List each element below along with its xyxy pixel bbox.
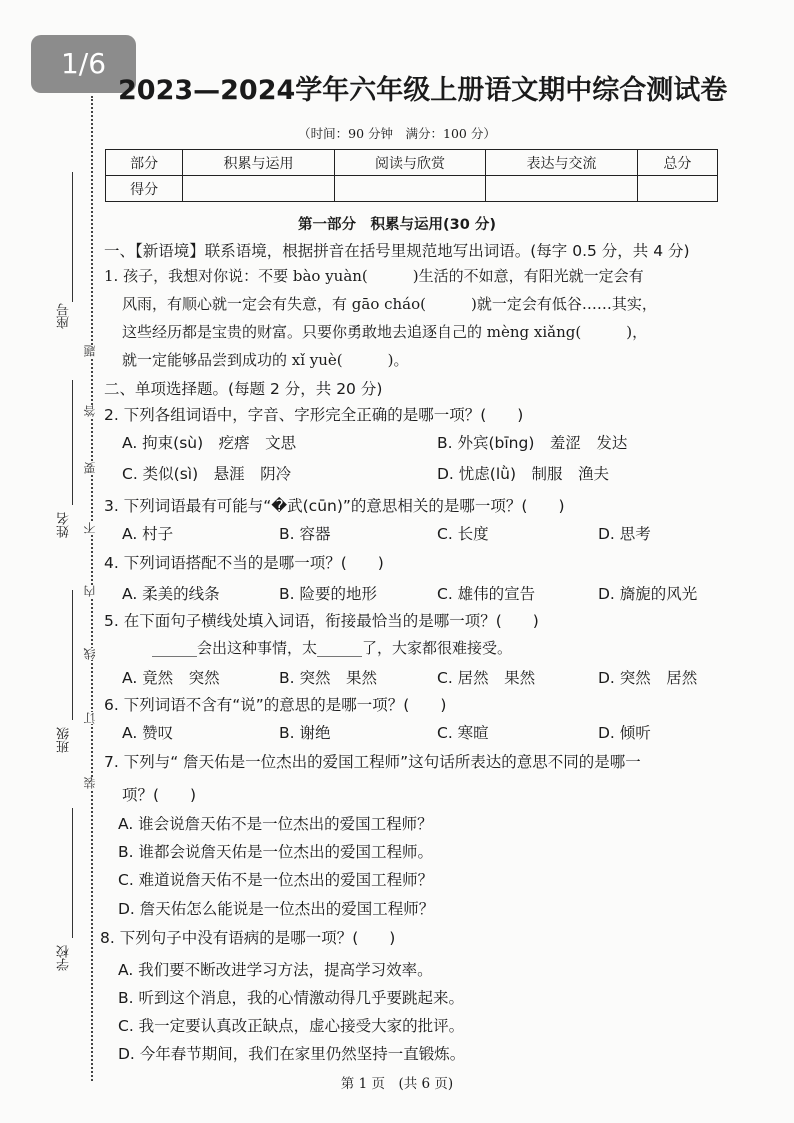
option[interactable]: C. 寒暄 — [437, 724, 489, 742]
question-line: 就一定能够品尝到成功的 xǐ yuè( )。 — [122, 351, 409, 369]
score-cell[interactable] — [334, 176, 485, 202]
option[interactable]: C. 雄伟的宣告 — [437, 585, 536, 603]
question-line: 这些经历都是宝贵的财富。只要你勇敢地去追逐自己的 mèng xiǎng( )， — [122, 323, 648, 341]
page-footer: 第 1 页 (共 6 页) — [340, 1076, 454, 1092]
score-header-cell: 总分 — [637, 150, 717, 176]
option[interactable]: A. 竟然 突然 — [122, 669, 220, 687]
binding-warning-char: 要 — [81, 462, 101, 474]
score-header-cell: 积累与运用 — [183, 150, 334, 176]
section-title: 第一部分 积累与运用(30 分) — [298, 217, 496, 233]
option[interactable]: A. 谁会说詹天佑不是一位杰出的爱国工程师？ — [118, 815, 433, 833]
option[interactable]: B. 险要的地形 — [279, 585, 377, 603]
option[interactable]: C. 类似(sì) 悬涯 阴冷 — [122, 465, 292, 483]
question-line: 2. 下列各组词语中，字音、字形完全正确的是哪一项？( ) — [104, 406, 524, 424]
question-line: 8. 下列句子中没有语病的是哪一项？( ) — [100, 929, 396, 947]
option[interactable]: D. 旖旎的风光 — [598, 585, 698, 603]
option[interactable]: A. 拘束(sù) 疙瘩 文思 — [122, 434, 297, 452]
question-sentence: ______会出这种事情，太______了，大家都很难接受。 — [152, 639, 513, 657]
score-header-cell: 表达与交流 — [486, 150, 637, 176]
option[interactable]: B. 谢绝 — [279, 724, 331, 742]
option[interactable]: A. 柔美的线条 — [122, 585, 220, 603]
question-line: 1. 孩子，我想对你说：不要 bào yuàn( )生活的不如意，有阳光就一定会有 — [104, 267, 644, 285]
score-table-header-row — [106, 150, 718, 176]
margin-label-school: 学校 — [57, 945, 72, 971]
option[interactable]: C. 居然 果然 — [437, 669, 536, 687]
option[interactable]: D. 突然 居然 — [598, 669, 698, 687]
binding-warning-char: 线 — [81, 648, 101, 660]
option[interactable]: D. 今年春节期间，我们在家里仍然坚持一直锻炼。 — [118, 1045, 466, 1063]
score-table-score-row — [106, 176, 718, 202]
score-cell[interactable] — [486, 176, 637, 202]
option[interactable]: A. 我们要不断改进学习方法，提高学习效率。 — [118, 961, 433, 979]
question-line: 5. 在下面句子横线处填入词语，衔接最恰当的是哪一项？( ) — [104, 612, 539, 630]
question-line: 3. 下列词语最有可能与“�武(cūn)”的意思相关的是哪一项？( ) — [104, 497, 565, 515]
question-line: 7. 下列与“ 詹天佑是一位杰出的爱国工程师”这句话所表达的意思不同的是哪一 — [104, 753, 641, 771]
question-line: 项？( ) — [122, 786, 197, 804]
question-line: 4. 下列词语搭配不当的是哪一项？( ) — [104, 554, 384, 572]
option[interactable]: B. 容器 — [279, 525, 331, 543]
binding-warning-char: 题 — [81, 345, 101, 357]
option[interactable]: D. 詹天佑怎么能说是一位杰出的爱国工程师？ — [118, 900, 435, 918]
question-heading: 二、单项选择题。(每题 2 分，共 20 分) — [104, 380, 383, 398]
option[interactable]: A. 村子 — [122, 525, 174, 543]
margin-label-class: 班级 — [57, 727, 72, 753]
option[interactable]: C. 长度 — [437, 525, 489, 543]
binding-warning-char: 不 — [81, 522, 101, 534]
exam-title: 2023—2024学年六年级上册语文期中综合测试卷 — [118, 75, 728, 106]
class-write-line — [72, 590, 73, 720]
score-header-cell: 部分 — [106, 150, 183, 176]
score-row-label: 得分 — [106, 176, 183, 202]
question-line: 6. 下列词语不含有“说”的意思的是哪一项？( ) — [104, 696, 447, 714]
binding-warning-char: 订 — [81, 712, 101, 724]
option[interactable]: B. 突然 果然 — [279, 669, 377, 687]
page-indicator-badge: 1/6 — [31, 35, 136, 93]
option[interactable]: A. 赞叹 — [122, 724, 174, 742]
exam-subtitle: （时间：90 分钟 满分：100 分） — [298, 126, 496, 141]
option[interactable]: C. 难道说詹天佑不是一位杰出的爱国工程师？ — [118, 871, 434, 889]
margin-label-name: 姓名 — [57, 512, 72, 538]
seat-write-line — [72, 172, 73, 302]
option[interactable]: D. 思考 — [598, 525, 651, 543]
option[interactable]: C. 我一定要认真改正缺点，虚心接受大家的批评。 — [118, 1017, 465, 1035]
option[interactable]: D. 忧虑(lǜ) 制服 渔夫 — [437, 465, 610, 483]
question-line: 风雨，有顺心就一定会有失意，有 gāo cháo( )就一定会有低谷……其实， — [122, 295, 657, 313]
school-write-line — [72, 808, 73, 938]
binding-warning-char: 内 — [81, 585, 101, 597]
score-header-cell: 阅读与欣赏 — [334, 150, 485, 176]
option[interactable]: B. 谁都会说詹天佑是一位杰出的爱国工程师。 — [118, 843, 433, 861]
binding-warning-char: 答 — [81, 405, 101, 417]
name-write-line — [72, 380, 73, 505]
option[interactable]: D. 倾听 — [598, 724, 651, 742]
option[interactable]: B. 听到这个消息，我的心情激动得几乎要跳起来。 — [118, 989, 464, 1007]
option[interactable]: B. 外宾(bīng) 羞涩 发达 — [437, 434, 628, 452]
binding-warning-char: 装 — [81, 777, 101, 789]
margin-label-seat: 座号 — [57, 303, 72, 329]
question-heading: 一、【新语境】联系语境，根据拼音在括号里规范地写出词语。(每字 0.5 分，共 4 分) — [104, 242, 690, 260]
score-table — [105, 149, 718, 202]
score-cell[interactable] — [183, 176, 334, 202]
score-cell[interactable] — [637, 176, 717, 202]
